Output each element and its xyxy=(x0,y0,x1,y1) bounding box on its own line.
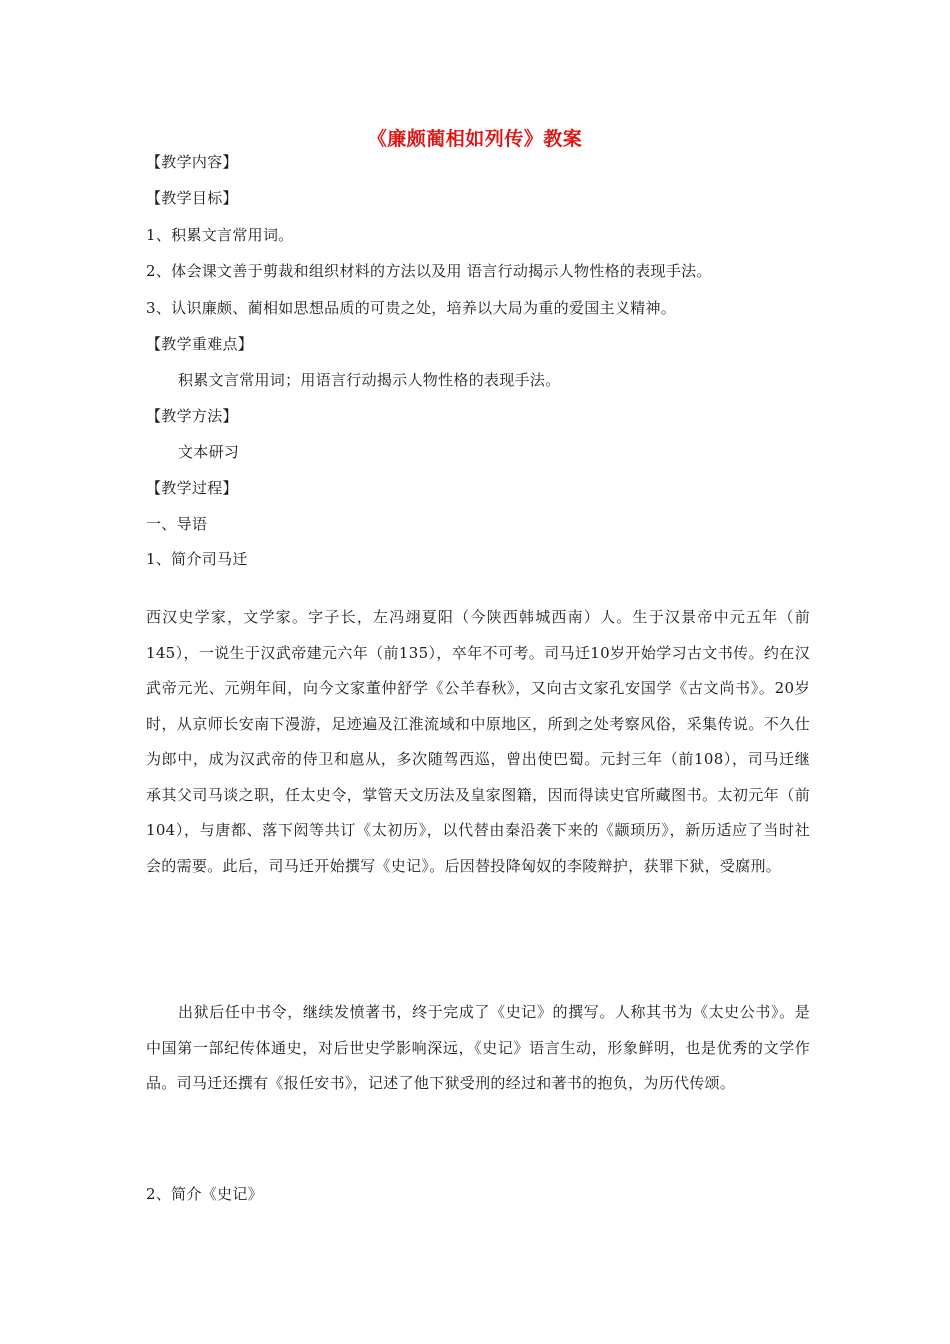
heading-key-points: 【教学重难点】 xyxy=(146,335,254,353)
section-heading: 一、导语 xyxy=(146,515,208,533)
goal-item: 1、积累文言常用词。 xyxy=(146,226,294,244)
goal-item: 2、体会课文善于剪裁和组织材料的方法以及用 语言行动揭示人物性格的表现手法。 xyxy=(146,262,712,280)
paragraph-sima-qian-works: 出狱后任中书令，继续发愤著书，终于完成了《史记》的撰写。人称其书为《太史公书》。是中国第一部纪传体通史，对后世史学影响深远，《史记》语言生动，形象鲜明，也是优秀的文学作品。司马迁还撰有《报任安书》，记述了他下狱受刑的经过和著书的抱负，为历代传颂。 xyxy=(146,1003,810,1092)
key-points-text: 积累文言常用词；用语言行动揭示人物性格的表现手法。 xyxy=(178,371,561,389)
method-text: 文本研习 xyxy=(178,443,240,461)
heading-teaching-content: 【教学内容】 xyxy=(146,153,238,171)
document-title: 《廉颇蔺相如列传》教案 xyxy=(367,128,583,150)
heading-teaching-process: 【教学过程】 xyxy=(146,479,238,497)
heading-teaching-method: 【教学方法】 xyxy=(146,407,238,425)
heading-teaching-goals: 【教学目标】 xyxy=(146,189,238,207)
subsection-heading: 1、简介司马迁 xyxy=(146,550,248,568)
goal-item: 3、认识廉颇、蔺相如思想品质的可贵之处，培养以大局为重的爱国主义精神。 xyxy=(146,299,677,317)
subsection-heading: 2、简介《史记》 xyxy=(146,1185,263,1203)
paragraph-sima-qian-bio: 西汉史学家，文学家。字子长，左冯翊夏阳（今陕西韩城西南）人。生于汉景帝中元五年（前145），一说生于汉武帝建元六年（前135），卒年不可考。司马迁10岁开始学习古文书传。约在汉武帝元光、元朔年间，向今文家董仲舒学《公羊春秋》，又向古文家孔安国学《古文尚书》。20岁时，从京师长安南下漫游，足迹遍及江淮流域和中原地区，所到之处考察风俗，采集传说。不久仕为郎中，成为汉武帝的侍卫和扈从，多次随驾西巡，曾出使巴蜀。元封三年（前108），司马迁继承其父司马谈之职，任太史令，掌管天文历法及皇家图籍，因而得读史官所藏图书。太初元年（前104），与唐都、落下闳等共订《太初历》，以代替由秦沿袭下来的《颛顼历》，新历适应了当时社会的需要。此后，司马迁开始撰写《史记》。后因替投降匈奴的李陵辩护，获罪下狱，受腐刑。 xyxy=(146,608,810,875)
